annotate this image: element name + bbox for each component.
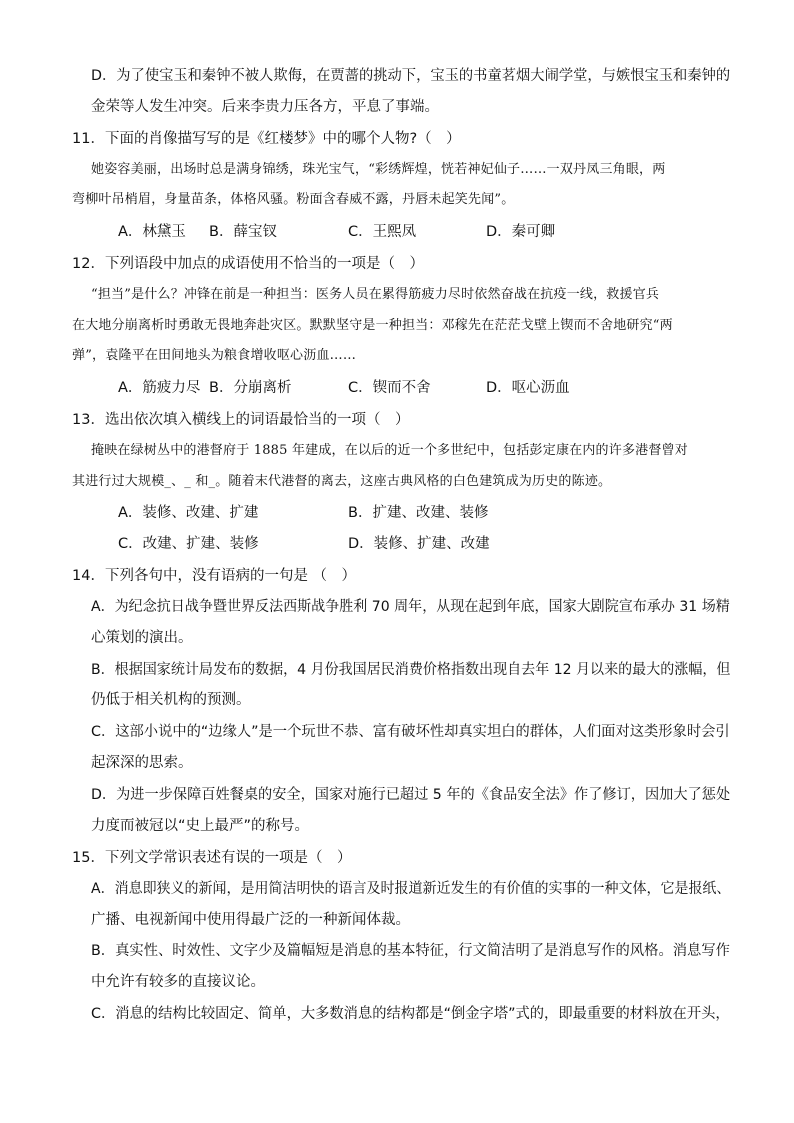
q12-option-a[interactable]: A．筋疲力尽 bbox=[118, 380, 201, 396]
q11-option-d[interactable]: D．秦可卿 bbox=[486, 224, 556, 240]
q13-passage-line2: 其进行过大规模_、_ 和_。随着末代港督的离去，这座古典风格的白色建筑成为历史的陈迹。 bbox=[72, 474, 612, 489]
q15-stem: 15．下列文学常识表述有误的一项是（ ） bbox=[72, 850, 352, 866]
q14-option-a-line1[interactable]: A．为纪念抗日战争暨世界反法西斯战争胜利 70 周年，从现在起到年底，国家大剧院宣布承办 31 场精 bbox=[91, 599, 730, 615]
q12-option-d[interactable]: D．呕心沥血 bbox=[486, 380, 570, 396]
q11-option-a[interactable]: A．林黛玉 bbox=[118, 224, 186, 240]
q13-passage-line1: 掩映在绿树丛中的港督府于 1885 年建成，在以后的近一个多世纪中，包括彭定康在内的许多港督曾对 bbox=[91, 443, 688, 458]
q14-option-d-line2: 力度而被冠以“史上最严”的称号。 bbox=[91, 818, 310, 834]
q13-option-a[interactable]: A．装修、改建、扩建 bbox=[118, 505, 259, 521]
q11-passage-line1: 她姿容美丽，出场时总是满身锦绣，珠光宝气，“彩绣辉煌，恍若神妃仙子……一双丹凤三角眼，两 bbox=[91, 162, 666, 177]
q15-option-a-line2: 广播、电视新闻中使用得最广泛的一种新闻体裁。 bbox=[91, 912, 410, 928]
q12-stem: 12．下列语段中加点的成语使用不恰当的一项是（ ） bbox=[72, 256, 424, 272]
q15-option-b-line2: 中允许有较多的直接议论。 bbox=[91, 974, 265, 990]
q11-passage-line2: 弯柳叶吊梢眉，身量苗条，体格风骚。粉面含春威不露，丹唇未起笑先闻”。 bbox=[72, 192, 515, 207]
q13-option-c[interactable]: C．改建、扩建、装修 bbox=[118, 536, 259, 552]
q12-option-b[interactable]: B．分崩离析 bbox=[209, 380, 292, 396]
q10-option-d-line2: 金荣等人发生冲突。后来李贵力压各方，平息了事端。 bbox=[91, 99, 439, 115]
q12-passage-line3: 弹”，袁隆平在田间地头为粮食增收呕心沥血…… bbox=[72, 348, 357, 363]
q13-option-b[interactable]: B．扩建、改建、装修 bbox=[348, 505, 489, 521]
q14-option-b-line1[interactable]: B．根据国家统计局发布的数据，4 月份我国居民消费价格指数出现自去年 12 月以来的最大的涨幅，但 bbox=[91, 662, 731, 678]
q14-option-b-line2: 仍低于相关机构的预测。 bbox=[91, 692, 251, 708]
q13-option-d[interactable]: D．装修、扩建、改建 bbox=[348, 536, 490, 552]
q10-option-d-line1: D．为了使宝玉和秦钟不被人欺侮，在贾蔷的挑动下，宝玉的书童茗烟大闹学堂，与嫉恨宝玉和秦钟的 bbox=[91, 68, 731, 84]
q11-option-c[interactable]: C．王熙凤 bbox=[348, 224, 417, 240]
q15-option-a-line1[interactable]: A．消息即狭义的新闻，是用简洁明快的语言及时报道新近发生的有价值的实事的一种文体，它是报纸、 bbox=[91, 881, 731, 897]
q13-stem: 13．选出依次填入横线上的词语最恰当的一项（ ） bbox=[72, 412, 410, 428]
q11-stem: 11．下面的肖像描写写的是《红楼梦》中的哪个人物?（ ） bbox=[72, 131, 461, 147]
q14-option-a-line2: 心策划的演出。 bbox=[91, 630, 193, 646]
q12-passage-line2: 在大地分崩离析时勇敢无畏地奔赴灾区。默默坚守是一种担当：邓稼先在茫茫戈壁上锲而不舍地研究“两 bbox=[72, 318, 673, 333]
q12-option-c[interactable]: C．锲而不舍 bbox=[348, 380, 431, 396]
q11-option-b[interactable]: B．薛宝钗 bbox=[209, 224, 277, 240]
q14-stem: 14．下列各句中，没有语病的一句是 （ ） bbox=[72, 568, 357, 584]
q14-option-d-line1[interactable]: D．为进一步保障百姓餐桌的安全，国家对施行已超过 5 年的《食品安全法》作了修订，因加大了惩处 bbox=[91, 787, 731, 803]
q14-option-c-line1[interactable]: C．这部小说中的“边缘人”是一个玩世不恭、富有破坏性却真实坦白的群体，人们面对这类形象时会引 bbox=[91, 724, 730, 740]
q15-option-c-line1[interactable]: C．消息的结构比较固定、简单，大多数消息的结构都是“倒金字塔”式的，即最重要的材料放在开头， bbox=[91, 1006, 730, 1022]
q15-option-b-line1[interactable]: B．真实性、时效性、文字少及篇幅短是消息的基本特征，行文简洁明了是消息写作的风格。消息写作 bbox=[91, 943, 730, 959]
q14-option-c-line2: 起深深的思索。 bbox=[91, 755, 193, 771]
q12-passage-line1: “担当”是什么？冲锋在前是一种担当：医务人员在累得筋疲力尽时依然奋战在抗疫一线，救援官兵 bbox=[91, 287, 660, 302]
